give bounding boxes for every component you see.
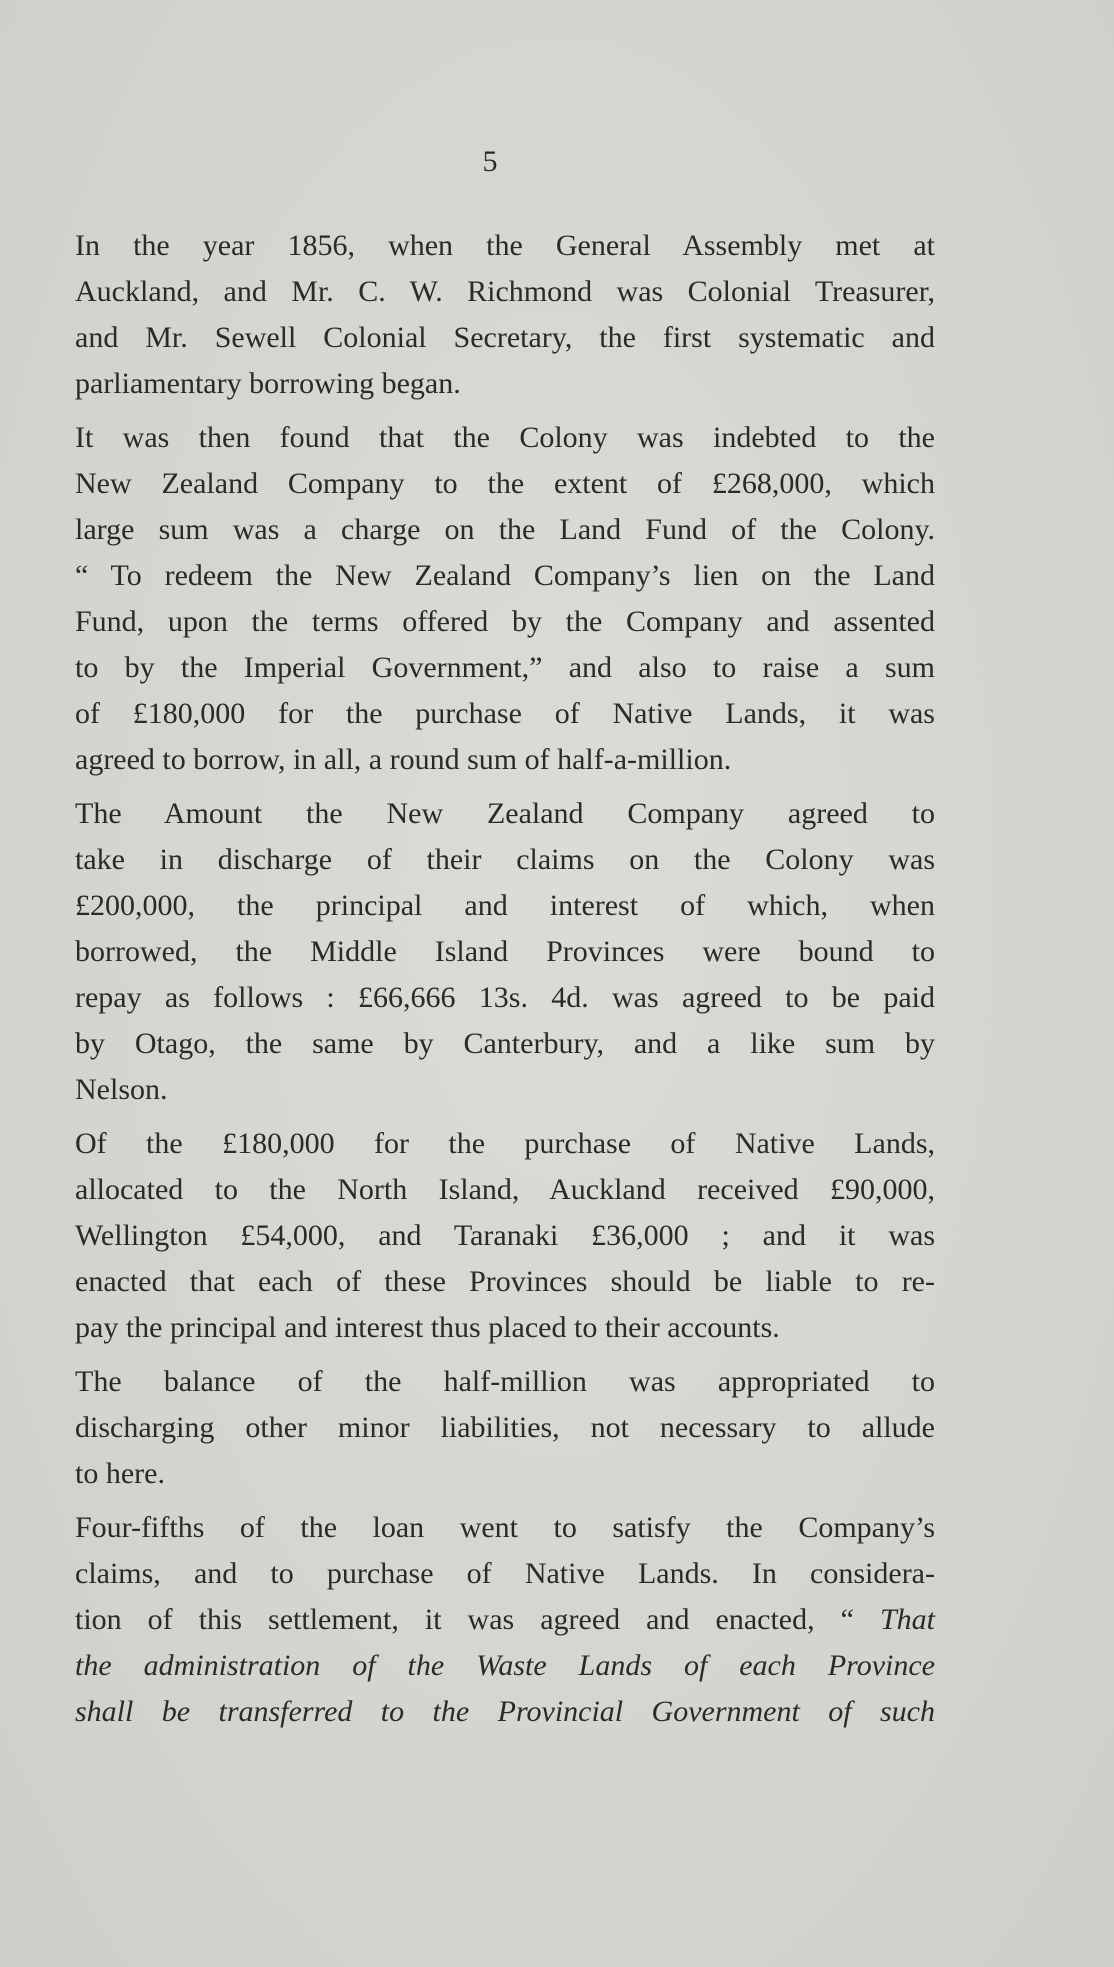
paragraph-6 (75, 1505, 935, 1735)
text-line: enacted that each of these Provinces should be liable to re- (75, 1265, 935, 1298)
text-line: and Mr. Sewell Colonial Secretary, the first systematic and (75, 321, 935, 354)
text-line: allocated to the North Island, Auckland received £90,000, (75, 1173, 935, 1206)
italic-text: That (879, 1603, 935, 1636)
body-text (75, 223, 935, 1743)
text-line: £200,000, the principal and interest of which, when (75, 889, 935, 922)
paragraph-5 (75, 1359, 935, 1497)
text-line: It was then found that the Colony was indebted to the (75, 421, 935, 454)
text-line: borrowed, the Middle Island Provinces were bound to (75, 935, 935, 968)
text-line: large sum was a charge on the Land Fund of the Colony. (75, 513, 935, 546)
text-line: Nelson. (75, 1073, 168, 1106)
paragraph-2 (75, 415, 935, 783)
text-line: The Amount the New Zealand Company agreed to (75, 797, 935, 830)
text-line: discharging other minor liabilities, not necessary to allude (75, 1411, 935, 1444)
text-line: Four-fifths of the loan went to satisfy the Company’s (75, 1511, 935, 1544)
text-line: Fund, upon the terms offered by the Company and assented (75, 605, 935, 638)
paragraph-4 (75, 1121, 935, 1351)
text-line: pay the principal and interest thus placed to their accounts. (75, 1311, 780, 1344)
text-line: Of the £180,000 for the purchase of Native Lands, (75, 1127, 935, 1160)
roman-text: tion of this settlement, it was agreed and enacted, “ (75, 1603, 880, 1636)
text-line: agreed to borrow, in all, a round sum of half-a-million. (75, 743, 732, 776)
text-line: to by the Imperial Government,” and also to raise a sum (75, 651, 935, 684)
text-line: New Zealand Company to the extent of £268,000, which (75, 467, 935, 500)
italic-text-line: shall be transferred to the Provincial Government of such (75, 1695, 935, 1728)
italic-text-line: the administration of the Waste Lands of each Province (75, 1649, 935, 1682)
text-line: by Otago, the same by Canterbury, and a like sum by (75, 1027, 935, 1060)
text-line-mixed (75, 1597, 935, 1643)
text-line: repay as follows : £66,666 13s. 4d. was agreed to be paid (75, 981, 935, 1014)
text-line: to here. (75, 1457, 165, 1490)
text-line: claims, and to purchase of Native Lands. In considera- (75, 1557, 935, 1590)
text-line: In the year 1856, when the General Assembly met at (75, 229, 935, 262)
text-line: take in discharge of their claims on the Colony was (75, 843, 935, 876)
text-line: Auckland, and Mr. C. W. Richmond was Colonial Treasurer, (75, 275, 935, 308)
text-line: The balance of the half-million was appropriated to (75, 1365, 935, 1398)
text-line: of £180,000 for the purchase of Native Lands, it was (75, 697, 935, 730)
text-line: parliamentary borrowing began. (75, 367, 461, 400)
text-line: “ To redeem the New Zealand Company’s lien on the Land (75, 559, 935, 592)
text-line: Wellington £54,000, and Taranaki £36,000 ; and it was (75, 1219, 935, 1252)
paragraph-3 (75, 791, 935, 1113)
page-number: 5 (482, 145, 498, 178)
paragraph-1 (75, 223, 935, 407)
